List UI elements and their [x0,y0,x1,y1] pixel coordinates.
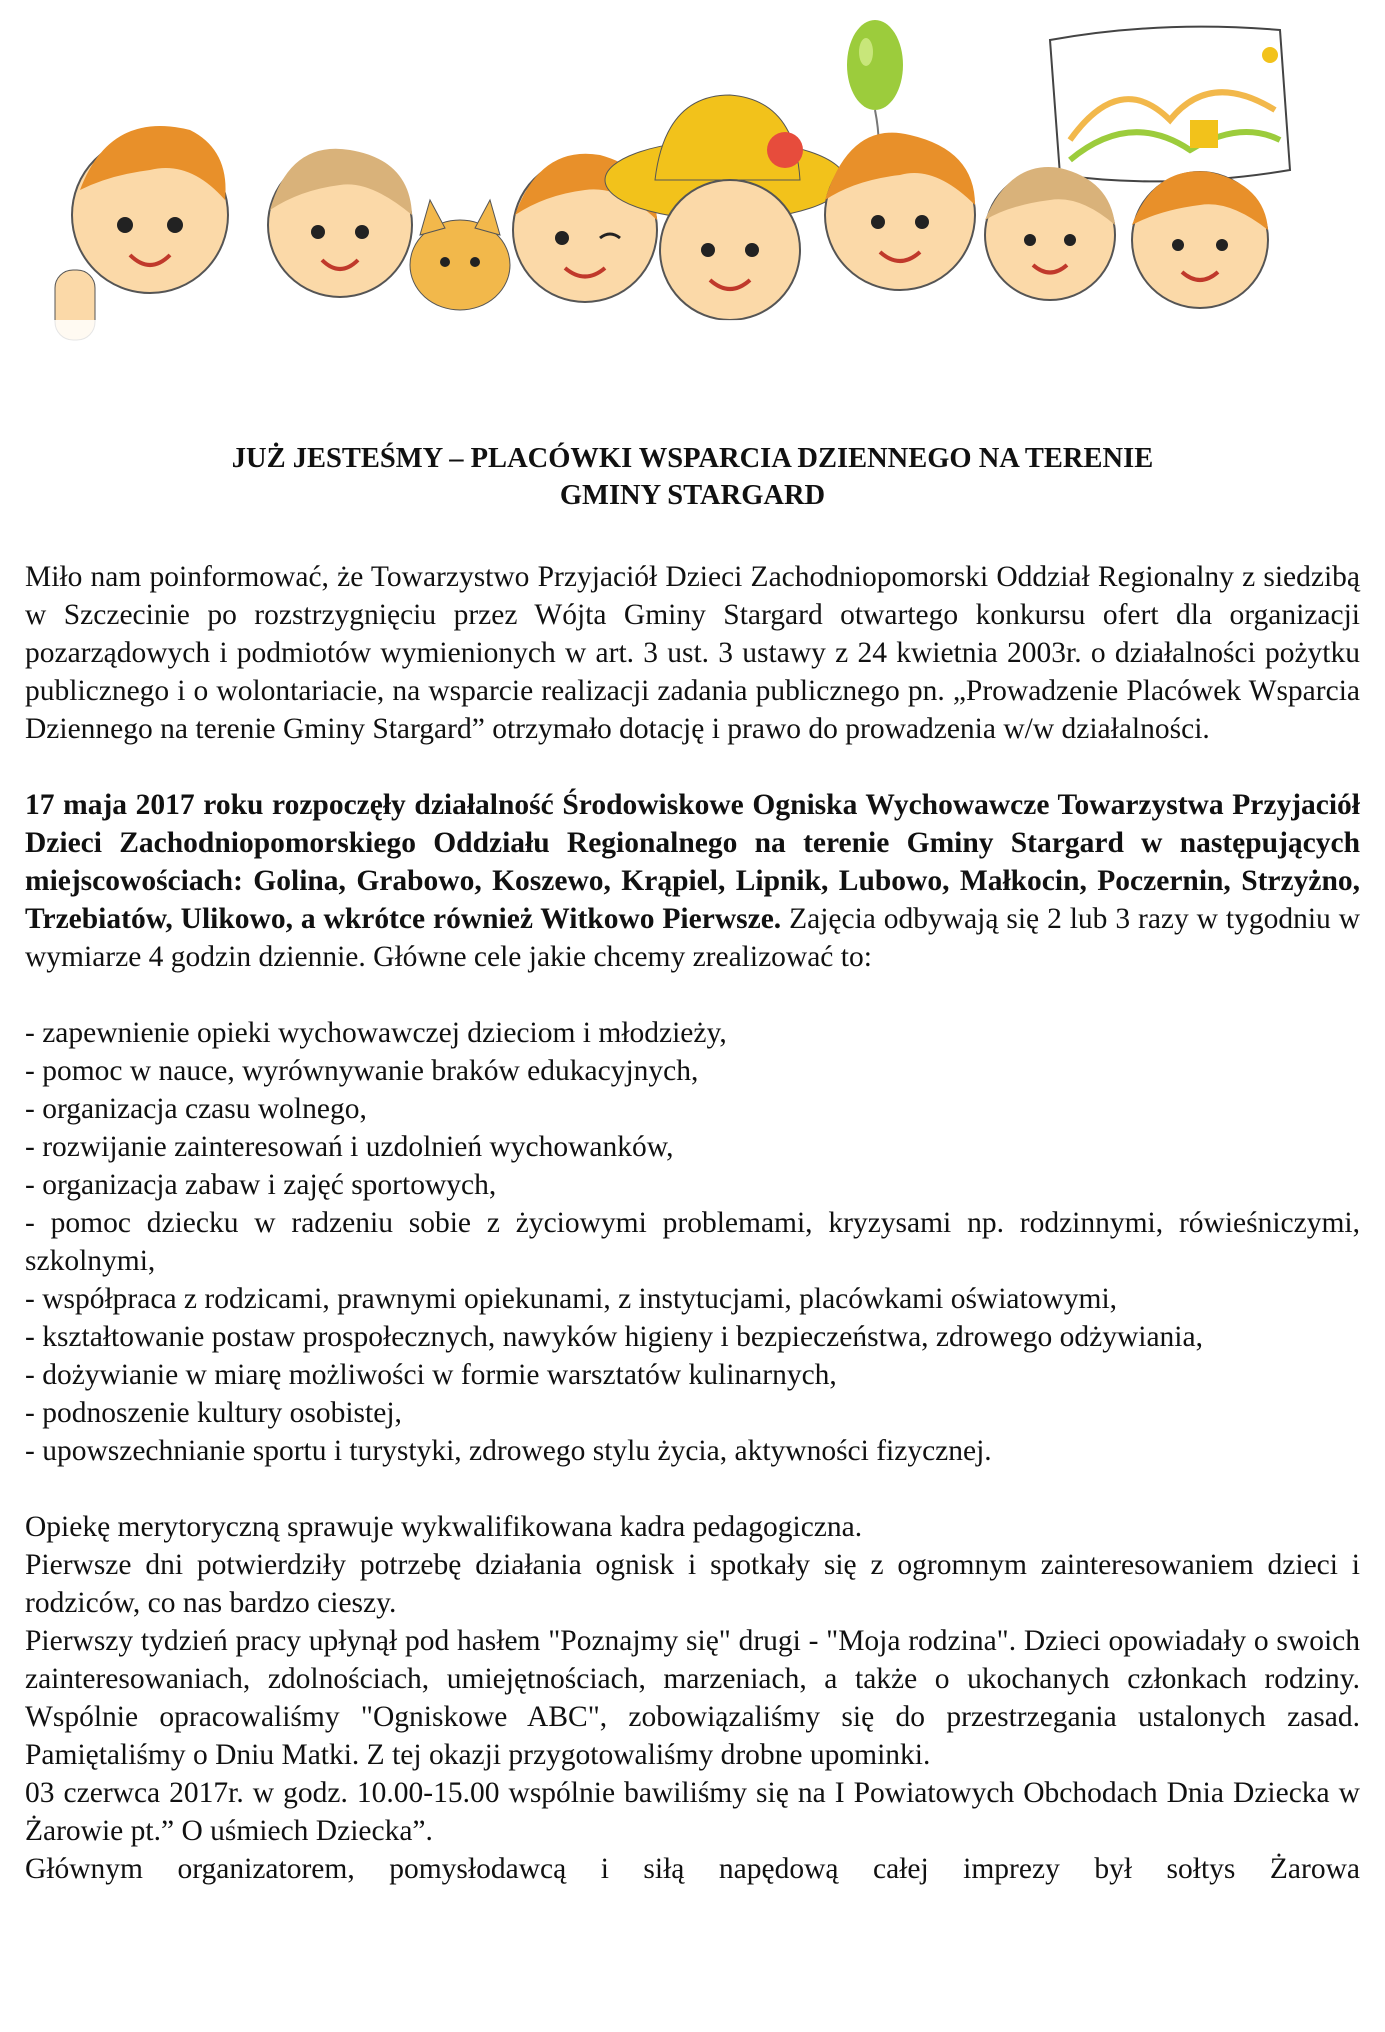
goal-item: - dożywianie w miarę możliwości w formie warsztatów kulinarnych, [25,1359,837,1391]
document-title-line-2: GMINY STARGARD [559,480,826,511]
child-hat-icon [605,95,845,320]
document-title-line-1: JUŻ JESTEŚMY – PLACÓWKI WSPARCIA DZIENNEGO NA TERENIE [231,443,1154,474]
intro-paragraph: Miło nam poinformować, że Towarzystwo Przyjaciół Dzieci Zachodniopomorski Oddział Regionalny z siedzibą w Szczecinie po rozstrzygnięciu przez Wójta Gminy Stargard otwartego konkursu ofert dla organizacji pozarządowych i podmiotów wymienionych w art. 3 ust. 3 ustawy z 24 kwietnia 2003r. o działalności pożytku publicznego i o wolontariacie, na wsparcie realizacji zadania publicznego pn. „Prowadzenie Placówek Wsparcia Dziennego na terenie Gminy Stargard” otrzymało dotację i prawo do prowadzenia w/w działalności. [25,561,1360,745]
first-days-paragraph: Pierwsze dni potwierdziły potrzebę działania ognisk i spotkały się z ogromnym zainteresowaniem dzieci i rodziców, co nas bardzo cieszy. [25,1549,1360,1619]
goal-item: - kształtowanie postaw prospołecznych, nawyków higieny i bezpieczeństwa, zdrowego odżywiania, [25,1321,1203,1353]
goal-item: - organizacja zabaw i zajęć sportowych, [25,1169,497,1201]
goal-item: - współpraca z rodzicami, prawnymi opiekunami, z instytucjami, placówkami oświatowymi, [25,1283,1118,1315]
children-banner-illustration [40,0,1340,360]
cat-icon [410,200,510,310]
start-paragraph-bold: 17 maja 2017 roku rozpoczęły działalność Środowiskowe Ogniska Wychowawcze Towarzystwa Przyjaciół Dzieci Zachodniopomorskiego Oddziału Regionalnego na terenie Gminy Stargard w następujących miejscowościach: Golina, Grabowo, Koszewo, Krąpiel, Lipnik, Lubowo, Małkocin, Poczernin, Strzyżno, Trzebiatów, Ulikowo, a wkrótce również Witkowo Pierwsze. [25,789,1360,935]
drawing-sign-icon [1050,27,1290,182]
staff-paragraph: Opiekę merytoryczną sprawuje wykwalifikowana kadra pedagogiczna. [25,1511,863,1543]
child-2-icon [268,149,412,297]
child-4-icon [825,133,975,290]
goal-item: - podnoszenie kultury osobistej, [25,1397,402,1429]
child-6-icon [1132,171,1268,308]
start-paragraph-rest: Zajęcia odbywają się 2 lub 3 razy w tygodniu w wymiarze 4 godzin dziennie. Główne cele jakie chcemy zrealizować to: [25,903,1360,973]
goal-item: - zapewnienie opieki wychowawczej dzieciom i młodzieży, [25,1017,727,1049]
goal-item: - rozwijanie zainteresowań i uzdolnień wychowanków, [25,1131,674,1163]
goal-item: - pomoc dziecku w radzeniu sobie z życiowymi problemami, kryzysami np. rodzinnymi, rówieśniczymi, szkolnymi, [25,1207,1360,1277]
document-body [25,440,1360,1888]
goals-list [25,1014,1360,1470]
goal-item: - upowszechnianie sportu i turystyki, zdrowego stylu życia, aktywności fizycznej. [25,1435,992,1467]
first-week-paragraph: Pierwszy tydzień pracy upłynął pod hasłem "Poznajmy się" drugi - "Moja rodzina". Dzieci opowiadały o swoich zainteresowaniach, zdolnościach, umiejętnościach, marzeniach, a także o ukochanych członkach rodziny. Wspólnie opracowaliśmy "Ogniskowe ABC", zobowiązaliśmy się do przestrzegania ustalonych zasad. Pamiętaliśmy o Dniu Matki. Z tej okazji przygotowaliśmy drobne upominki. [25,1625,1360,1771]
child-5-icon [985,167,1115,300]
goal-item: - organizacja czasu wolnego, [25,1093,367,1125]
goal-item: - pomoc w nauce, wyrównywanie braków edukacyjnych, [25,1055,699,1087]
organizer-paragraph: Głównym organizatorem, pomysłodawcą i siłą napędową całej imprezy był sołtys Żarowa [25,1853,1360,1885]
start-paragraph [25,786,1360,976]
june-event-paragraph: 03 czerwca 2017r. w godz. 10.00-15.00 wspólnie bawiliśmy się na I Powiatowych Obchodach Dnia Dziecka w Żarowie pt.” O uśmiech Dziecka”. [25,1777,1360,1847]
child-1-icon [55,126,228,340]
